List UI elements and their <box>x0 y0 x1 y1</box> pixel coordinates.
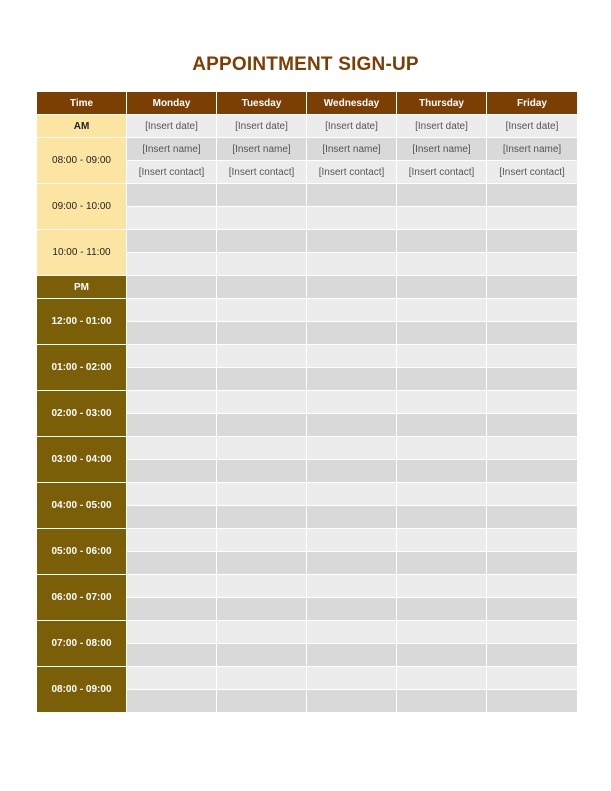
slot-contact-field-friday[interactable] <box>487 322 577 344</box>
slot-contact-field-friday[interactable] <box>487 460 577 482</box>
slot-name-field-thursday[interactable] <box>397 483 486 505</box>
slot-contact-field-thursday[interactable] <box>397 598 486 620</box>
slot-name-field-thursday[interactable] <box>397 299 486 321</box>
slot-contact-field-tuesday[interactable] <box>217 598 306 620</box>
date-field-monday[interactable]: [Insert date] <box>127 115 216 137</box>
time-slot-pm-8: 07:00 - 08:00 <box>37 621 126 666</box>
slot-contact-field-monday[interactable] <box>127 552 216 574</box>
slot-contact-field-friday[interactable] <box>487 253 577 275</box>
slot-contact-field-tuesday[interactable] <box>217 506 306 528</box>
slot-name-field-friday[interactable] <box>487 184 577 206</box>
header-thursday: Thursday <box>397 92 486 114</box>
slot-contact-field-friday[interactable] <box>487 506 577 528</box>
slot-name-field-monday[interactable] <box>127 483 216 505</box>
appointment-table <box>37 92 577 712</box>
slot-name-field-wednesday[interactable]: [Insert name] <box>307 138 396 160</box>
slot-name-field-monday[interactable] <box>127 299 216 321</box>
slot-name-field-friday[interactable] <box>487 299 577 321</box>
slot-name-field-tuesday[interactable] <box>217 529 306 551</box>
slot-name-field-friday[interactable] <box>487 575 577 597</box>
pm-blank-tuesday[interactable] <box>217 276 306 298</box>
time-slot-pm-9: 08:00 - 09:00 <box>37 667 126 712</box>
time-slot-pm-7: 06:00 - 07:00 <box>37 575 126 620</box>
slot-name-field-monday[interactable] <box>127 391 216 413</box>
slot-contact-field-wednesday[interactable] <box>307 552 396 574</box>
slot-name-field-tuesday[interactable] <box>217 621 306 643</box>
slot-contact-field-tuesday[interactable] <box>217 414 306 436</box>
slot-contact-field-tuesday[interactable] <box>217 690 306 712</box>
slot-contact-field-wednesday[interactable] <box>307 253 396 275</box>
slot-name-field-wednesday[interactable] <box>307 184 396 206</box>
slot-contact-field-friday[interactable] <box>487 368 577 390</box>
header-tuesday: Tuesday <box>217 92 306 114</box>
slot-name-field-wednesday[interactable] <box>307 345 396 367</box>
slot-contact-field-monday[interactable] <box>127 690 216 712</box>
slot-name-field-wednesday[interactable] <box>307 575 396 597</box>
slot-contact-field-tuesday[interactable] <box>217 368 306 390</box>
slot-contact-field-wednesday[interactable] <box>307 368 396 390</box>
time-slot-pm-5: 04:00 - 05:00 <box>37 483 126 528</box>
slot-name-field-wednesday[interactable] <box>307 391 396 413</box>
slot-contact-field-wednesday[interactable] <box>307 598 396 620</box>
slot-contact-field-tuesday[interactable] <box>217 460 306 482</box>
slot-contact-field-tuesday[interactable] <box>217 253 306 275</box>
date-field-thursday[interactable]: [Insert date] <box>397 115 486 137</box>
slot-name-field-wednesday[interactable] <box>307 483 396 505</box>
slot-name-field-tuesday[interactable] <box>217 299 306 321</box>
slot-contact-field-wednesday[interactable] <box>307 207 396 229</box>
slot-name-field-tuesday[interactable] <box>217 437 306 459</box>
pm-blank-wednesday[interactable] <box>307 276 396 298</box>
slot-contact-field-thursday[interactable] <box>397 414 486 436</box>
time-slot-pm-1: 12:00 - 01:00 <box>37 299 126 344</box>
slot-contact-field-monday[interactable] <box>127 414 216 436</box>
slot-contact-field-tuesday[interactable] <box>217 644 306 666</box>
slot-name-field-thursday[interactable] <box>397 667 486 689</box>
date-field-wednesday[interactable]: [Insert date] <box>307 115 396 137</box>
slot-contact-field-wednesday[interactable] <box>307 506 396 528</box>
slot-name-field-thursday[interactable]: [Insert name] <box>397 138 486 160</box>
slot-contact-field-tuesday[interactable] <box>217 552 306 574</box>
slot-name-field-tuesday[interactable] <box>217 575 306 597</box>
slot-contact-field-friday[interactable] <box>487 207 577 229</box>
slot-contact-field-friday[interactable] <box>487 690 577 712</box>
slot-contact-field-wednesday[interactable] <box>307 690 396 712</box>
slot-contact-field-thursday[interactable] <box>397 644 486 666</box>
slot-name-field-monday[interactable] <box>127 345 216 367</box>
slot-name-field-monday[interactable] <box>127 230 216 252</box>
slot-contact-field-monday[interactable] <box>127 506 216 528</box>
slot-contact-field-thursday[interactable] <box>397 253 486 275</box>
pm-blank-friday[interactable] <box>487 276 577 298</box>
slot-name-field-monday[interactable] <box>127 575 216 597</box>
slot-contact-field-thursday[interactable] <box>397 690 486 712</box>
slot-name-field-wednesday[interactable] <box>307 621 396 643</box>
slot-name-field-friday[interactable] <box>487 391 577 413</box>
time-slot-pm-3: 02:00 - 03:00 <box>37 391 126 436</box>
slot-name-field-friday[interactable] <box>487 483 577 505</box>
slot-contact-field-thursday[interactable] <box>397 460 486 482</box>
slot-name-field-thursday[interactable] <box>397 391 486 413</box>
slot-contact-field-thursday[interactable] <box>397 506 486 528</box>
pm-blank-thursday[interactable] <box>397 276 486 298</box>
slot-contact-field-wednesday[interactable] <box>307 414 396 436</box>
slot-name-field-thursday[interactable] <box>397 529 486 551</box>
slot-contact-field-monday[interactable] <box>127 207 216 229</box>
slot-name-field-monday[interactable] <box>127 529 216 551</box>
slot-name-field-friday[interactable] <box>487 230 577 252</box>
slot-name-field-tuesday[interactable] <box>217 184 306 206</box>
slot-name-field-tuesday[interactable] <box>217 667 306 689</box>
slot-name-field-wednesday[interactable] <box>307 437 396 459</box>
slot-name-field-friday[interactable] <box>487 667 577 689</box>
header-monday: Monday <box>127 92 216 114</box>
slot-name-field-friday[interactable] <box>487 437 577 459</box>
slot-name-field-monday[interactable]: [Insert name] <box>127 138 216 160</box>
slot-name-field-tuesday[interactable] <box>217 345 306 367</box>
header-time: Time <box>37 92 126 114</box>
slot-name-field-wednesday[interactable] <box>307 230 396 252</box>
slot-contact-field-wednesday[interactable]: [Insert contact] <box>307 161 396 183</box>
slot-name-field-thursday[interactable] <box>397 621 486 643</box>
slot-name-field-monday[interactable] <box>127 437 216 459</box>
slot-name-field-friday[interactable]: [Insert name] <box>487 138 577 160</box>
slot-contact-field-wednesday[interactable] <box>307 644 396 666</box>
slot-name-field-thursday[interactable] <box>397 184 486 206</box>
slot-contact-field-thursday[interactable] <box>397 322 486 344</box>
time-slot-am-3: 10:00 - 11:00 <box>37 230 126 275</box>
slot-contact-field-monday[interactable] <box>127 598 216 620</box>
slot-contact-field-thursday[interactable] <box>397 368 486 390</box>
slot-name-field-thursday[interactable] <box>397 230 486 252</box>
slot-name-field-monday[interactable] <box>127 667 216 689</box>
slot-contact-field-monday[interactable]: [Insert contact] <box>127 161 216 183</box>
slot-name-field-wednesday[interactable] <box>307 299 396 321</box>
date-field-tuesday[interactable]: [Insert date] <box>217 115 306 137</box>
header-friday: Friday <box>487 92 577 114</box>
slot-contact-field-friday[interactable] <box>487 414 577 436</box>
slot-contact-field-friday[interactable] <box>487 552 577 574</box>
slot-name-field-monday[interactable] <box>127 184 216 206</box>
slot-contact-field-monday[interactable] <box>127 322 216 344</box>
slot-contact-field-tuesday[interactable] <box>217 207 306 229</box>
pm-label: PM <box>37 276 126 298</box>
slot-contact-field-tuesday[interactable]: [Insert contact] <box>217 161 306 183</box>
time-slot-pm-2: 01:00 - 02:00 <box>37 345 126 390</box>
slot-name-field-tuesday[interactable] <box>217 230 306 252</box>
slot-name-field-monday[interactable] <box>127 621 216 643</box>
slot-contact-field-monday[interactable] <box>127 644 216 666</box>
time-slot-pm-4: 03:00 - 04:00 <box>37 437 126 482</box>
slot-contact-field-thursday[interactable] <box>397 207 486 229</box>
slot-contact-field-friday[interactable] <box>487 598 577 620</box>
time-slot-am-1: 08:00 - 09:00 <box>37 138 126 183</box>
header-wednesday: Wednesday <box>307 92 396 114</box>
slot-contact-field-thursday[interactable]: [Insert contact] <box>397 161 486 183</box>
slot-name-field-thursday[interactable] <box>397 575 486 597</box>
slot-name-field-wednesday[interactable] <box>307 667 396 689</box>
slot-name-field-friday[interactable] <box>487 529 577 551</box>
slot-name-field-wednesday[interactable] <box>307 529 396 551</box>
slot-name-field-friday[interactable] <box>487 621 577 643</box>
slot-name-field-tuesday[interactable] <box>217 391 306 413</box>
slot-contact-field-friday[interactable]: [Insert contact] <box>487 161 577 183</box>
pm-blank-monday[interactable] <box>127 276 216 298</box>
date-field-friday[interactable]: [Insert date] <box>487 115 577 137</box>
slot-name-field-thursday[interactable] <box>397 345 486 367</box>
slot-contact-field-wednesday[interactable] <box>307 322 396 344</box>
slot-name-field-tuesday[interactable] <box>217 483 306 505</box>
slot-name-field-tuesday[interactable]: [Insert name] <box>217 138 306 160</box>
page-title: APPOINTMENT SIGN-UP <box>192 54 419 75</box>
slot-contact-field-monday[interactable] <box>127 368 216 390</box>
slot-contact-field-wednesday[interactable] <box>307 460 396 482</box>
slot-contact-field-monday[interactable] <box>127 460 216 482</box>
time-slot-pm-6: 05:00 - 06:00 <box>37 529 126 574</box>
slot-contact-field-friday[interactable] <box>487 644 577 666</box>
time-slot-am-2: 09:00 - 10:00 <box>37 184 126 229</box>
am-label: AM <box>37 115 126 137</box>
slot-name-field-friday[interactable] <box>487 345 577 367</box>
slot-name-field-thursday[interactable] <box>397 437 486 459</box>
slot-contact-field-tuesday[interactable] <box>217 322 306 344</box>
slot-contact-field-thursday[interactable] <box>397 552 486 574</box>
slot-contact-field-monday[interactable] <box>127 253 216 275</box>
